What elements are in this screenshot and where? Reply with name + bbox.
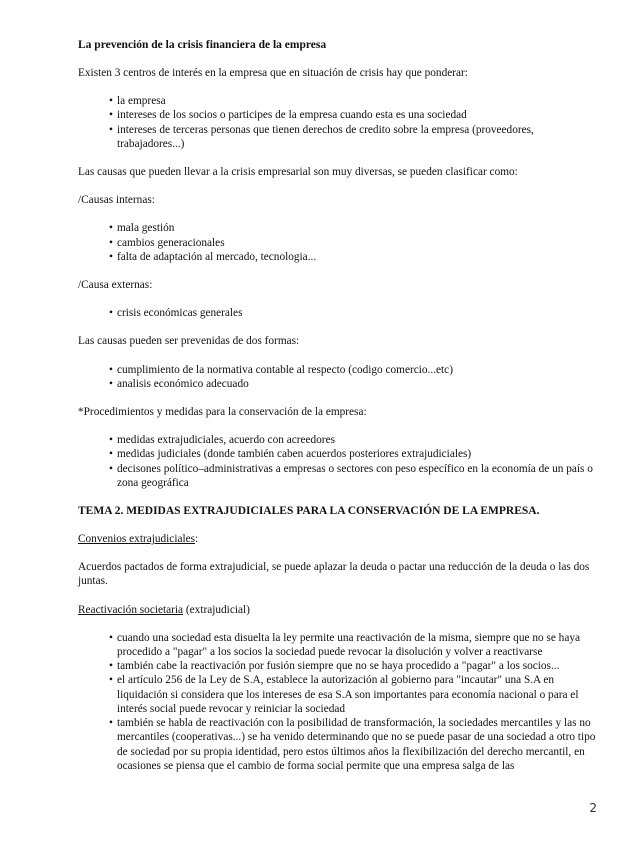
reactivacion-list xyxy=(78,631,598,773)
list-item: • también se habla de reactivación con la posibilidad de transformación, la sociedades mercantiles y las no mercantiles (cooperativas...) se ha venido determinando que no se puede pasar de una sociedad a otro tipo de sociedad por su propia identidad, pero estos últimos años la flexibilización del derecho mercantil, en ocasiones se piensa que el cambio de forma social permite que una empresa salga de las xyxy=(109,716,598,773)
list-item: • cuando una sociedad esta disuelta la ley permite una reactivación de la misma, siempre que no se haya procedido a "pagar" a los socios la sociedad puede revocar la disolución y volver a reactivarse xyxy=(109,631,598,659)
list-item: • analisis económico adecuado xyxy=(109,377,598,391)
reactivacion-heading-text: Reactivación societaria xyxy=(78,603,184,616)
prevenidas-paragraph: Las causas pueden ser prevenidas de dos formas: xyxy=(78,335,300,348)
internas-list xyxy=(78,221,598,264)
convenios-paragraph: Acuerdos pactados de forma extrajudicial, se puede aplazar la deuda o pactar una reducción de la deuda o las dos juntas. xyxy=(78,561,590,588)
procedimientos-list xyxy=(78,433,598,490)
externas-list xyxy=(78,306,598,320)
list-item: • mala gestión xyxy=(109,221,598,235)
causas-paragraph: Las causas que pueden llevar a la crisis empresarial son muy diversas, se pueden clasificar como: xyxy=(78,166,518,179)
page-number: 2 xyxy=(589,801,597,815)
list-item: • intereses de terceras personas que tienen derechos de credito sobre la empresa (proveedores, trabajadores...) xyxy=(109,123,598,151)
convenios-heading xyxy=(78,532,598,546)
reactivacion-suffix: (extrajudicial) xyxy=(183,603,250,616)
tema-title: TEMA 2. MEDIDAS EXTRAJUDICIALES PARA LA CONSERVACIÓN DE LA EMPRESA. xyxy=(78,505,540,518)
prevenidas-list xyxy=(78,363,598,391)
convenios-colon: : xyxy=(195,533,199,546)
section-title: La prevención de la crisis financiera de la empresa xyxy=(78,39,327,51)
list-item: • medidas extrajudiciales, acuerdo con acreedores xyxy=(109,433,598,447)
list-item: • falta de adaptación al mercado, tecnologia... xyxy=(109,250,598,264)
list-item: • crisis económicas generales xyxy=(109,306,598,320)
document-content xyxy=(78,38,598,787)
list-item: • intereses de los socios o participes de la empresa cuando esta es una sociedad xyxy=(109,108,598,122)
intro-paragraph: Existen 3 centros de interés en la empresa que en situación de crisis hay que ponderar: xyxy=(78,67,468,79)
reactivacion-heading xyxy=(78,603,598,617)
list-item: • decisones político–administrativas a empresas o sectores con peso específico en la economía de un país o zona geográfica xyxy=(109,462,598,490)
internas-heading: /Causas internas: xyxy=(78,194,155,207)
list-item: • la empresa xyxy=(109,94,598,108)
list-item: • también cabe la reactivación por fusión siempre que no se haya procedido a "pagar" a los socios... xyxy=(109,659,598,673)
procedimientos-heading: *Procedimientos y medidas para la conservación de la empresa: xyxy=(78,406,367,419)
list-item: • medidas judiciales (donde también caben acuerdos posteriores extrajudiciales) xyxy=(109,447,598,461)
convenios-heading-text: Convenios extrajudiciales xyxy=(78,533,196,546)
externas-heading: /Causa externas: xyxy=(78,279,153,292)
centros-list xyxy=(78,94,598,151)
list-item: • el artículo 256 de la Ley de S.A, establece la autorización al gobierno para "incautar" una S.A en liquidación si considera que los intereses de esa S.A son importantes para economía nacional o para el interés social puede revocar y reiniciar la sociedad xyxy=(109,673,598,716)
list-item: • cambios generacionales xyxy=(109,236,598,250)
list-item: • cumplimiento de la normativa contable al respecto (codigo comercio...etc) xyxy=(109,363,598,377)
